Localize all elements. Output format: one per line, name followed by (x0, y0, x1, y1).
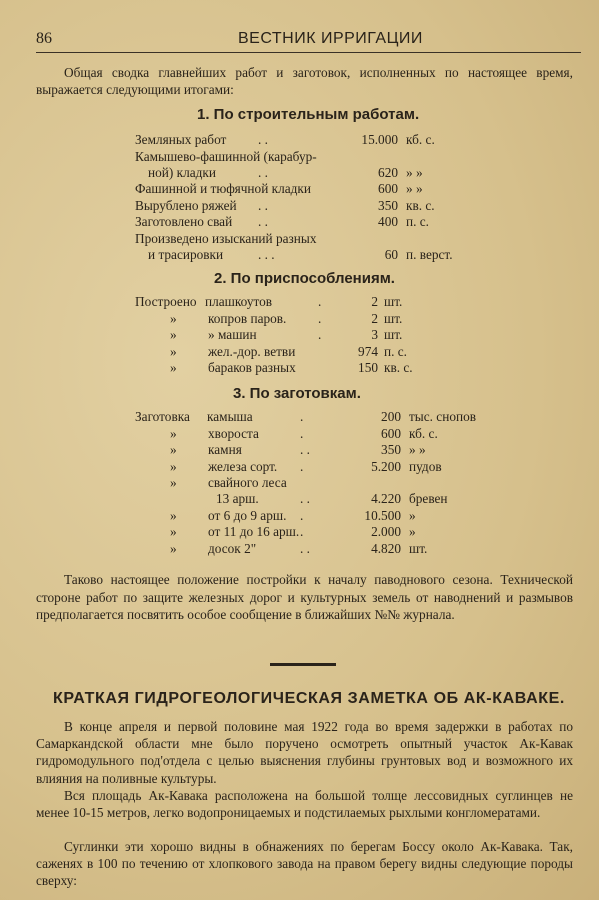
row-value: 350 (378, 198, 398, 213)
row-value: 5.200 (371, 459, 401, 474)
row-label: хвороста (208, 426, 259, 441)
row-dots: . . (258, 165, 268, 180)
row-value: 2 (371, 294, 378, 309)
row-dots: . . (258, 132, 268, 147)
row-label: от 6 до 9 арш. (208, 508, 287, 523)
row-label: и трасировки (148, 247, 224, 262)
row-value: 2.000 (371, 524, 401, 539)
row-dots: . (318, 294, 322, 309)
row-label: » машин (208, 327, 257, 342)
section3-title: 3. По заготовкам. (233, 385, 361, 402)
row-dots: . . (258, 214, 268, 229)
table-row (0, 180, 599, 197)
row-unit: кб. с. (406, 132, 435, 147)
row-unit: бревен (409, 491, 448, 506)
row-mark: » (170, 541, 177, 556)
section1-title: 1. По строительным работам. (197, 106, 420, 123)
row-label: свайного леса (208, 475, 287, 490)
row-value: 15.000 (361, 132, 398, 147)
table-row (0, 425, 599, 442)
row-label: плашкоутов (205, 294, 273, 309)
row-label: камня (208, 442, 242, 457)
row-mark: » (170, 426, 177, 441)
row-dots: . . (300, 442, 310, 457)
row-mark: » (170, 524, 177, 539)
row-mark: » (170, 311, 177, 326)
table-row (0, 326, 599, 343)
table-row (0, 441, 599, 458)
table-row (0, 164, 599, 181)
row-unit: кв. с. (384, 360, 413, 375)
article-paragraph: В конце апреля и первой половине мая 1922 года во время задержки в работах по Самаркандской области мне было поручено осмотреть опытный участок Ак-Кавак гидромодульного под'отдела с целью выяснения глубины грунтовых вод и возможного их влияния на поливные культуры. (36, 719, 573, 786)
row-value: 3 (371, 327, 378, 342)
table-row (0, 359, 599, 376)
row-label: от 11 до 16 арш. (208, 524, 300, 539)
table-row (0, 507, 599, 524)
row-unit: шт. (384, 311, 403, 326)
closing-paragraph: Таково настоящее положение постройки к началу паводнового сезона. Технической стороне работ по защите железных дорог и культурных земель от наводнений и размывов предполагается посвятить особое сообщение в ближайших №№ журнала. (36, 572, 573, 622)
row-unit: п. с. (384, 344, 407, 359)
row-value: 200 (381, 409, 401, 424)
row-label: бараков разных (208, 360, 296, 375)
row-unit: » (409, 524, 416, 539)
row-unit: п. с. (406, 214, 429, 229)
row-label: Вырублено ряжей (135, 198, 237, 213)
row-label: жел.-дор. ветви (208, 344, 296, 359)
row-mark: » (170, 442, 177, 457)
table-row (0, 131, 599, 148)
row-unit: » (409, 508, 416, 523)
section-divider (270, 663, 336, 666)
table-row (0, 230, 599, 247)
row-label: досок 2" (208, 541, 257, 556)
row-dots: . (300, 409, 304, 424)
row-unit: » » (406, 181, 423, 196)
header-rule (36, 52, 581, 53)
row-unit: шт. (409, 541, 428, 556)
row-unit: » » (409, 442, 426, 457)
row-unit: шт. (384, 327, 403, 342)
table-row (0, 523, 599, 540)
row-unit: кб. с. (409, 426, 438, 441)
page-number: 86 (36, 30, 52, 47)
row-mark: Заготовка (135, 409, 190, 424)
row-value: 600 (378, 181, 398, 196)
row-unit: п. верст. (406, 247, 453, 262)
row-value: 974 (358, 344, 378, 359)
table-row (0, 197, 599, 214)
row-label: Земляных работ (135, 132, 227, 147)
row-value: 60 (384, 247, 398, 262)
row-value: 350 (381, 442, 401, 457)
row-value: 2 (371, 311, 378, 326)
row-dots: . (300, 459, 304, 474)
row-mark: » (170, 327, 177, 342)
table-row (0, 148, 599, 165)
row-mark: » (170, 344, 177, 359)
row-label: Камышево-фашинной (карабур- (135, 149, 317, 164)
row-label: 13 арш. (216, 491, 259, 506)
row-value: 600 (381, 426, 401, 441)
row-unit: пудов (409, 459, 442, 474)
row-mark: Построено (135, 294, 197, 309)
article-paragraph: Суглинки эти хорошо видны в обнажениях по берегам Боссу около Ак-Кавака. Так, саженях в 100 по течению от хлопкового завода на правом берегу видны следующие породы сверху: (36, 839, 573, 889)
row-value: 400 (378, 214, 398, 229)
row-unit: » » (406, 165, 423, 180)
row-value: 4.820 (371, 541, 401, 556)
row-mark: » (170, 360, 177, 375)
row-label: Заготовлено свай (135, 214, 233, 229)
row-dots: . (318, 311, 322, 326)
table-row (0, 458, 599, 475)
row-label: камыша (207, 409, 253, 424)
row-value: 150 (358, 360, 378, 375)
table-row (0, 310, 599, 327)
row-label: Произведено изысканий разных (135, 231, 317, 246)
row-dots: . . (258, 198, 268, 213)
row-label: копров паров. (208, 311, 287, 326)
table-row (0, 408, 599, 425)
row-mark: » (170, 459, 177, 474)
row-dots: . (318, 327, 322, 342)
row-unit: шт. (384, 294, 403, 309)
row-unit: тыс. снопов (409, 409, 477, 424)
row-dots: . (300, 524, 304, 539)
row-value: 10.500 (364, 508, 401, 523)
article-paragraph: Вся площадь Ак-Кавака расположена на большой толще лессовидных суглинцев не менее 10-15 метров, легко водопроницаемых и подстилаемых рыхлыми конгломератами. (36, 788, 573, 821)
table-row (0, 246, 599, 263)
table-row (0, 293, 599, 310)
table-row (0, 490, 599, 507)
row-unit: кв. с. (406, 198, 435, 213)
table-row (0, 540, 599, 557)
row-dots: . (300, 426, 304, 441)
section2-title: 2. По приспособлениям. (214, 270, 395, 287)
row-value: 4.220 (371, 491, 401, 506)
row-dots: . . . (258, 247, 275, 262)
intro-paragraph: Общая сводка главнейших работ и заготовок, исполненных по настоящее время, выражается следующими итогами: (36, 65, 573, 98)
journal-title: ВЕСТНИК ИРРИГАЦИИ (238, 30, 423, 47)
table-row (0, 474, 599, 491)
row-value: 620 (378, 165, 398, 180)
row-mark: » (170, 508, 177, 523)
row-label: железа сорт. (208, 459, 278, 474)
row-mark: » (170, 475, 177, 490)
row-dots: . . (300, 491, 310, 506)
article-title: КРАТКАЯ ГИДРОГЕОЛОГИЧЕСКАЯ ЗАМЕТКА ОБ АК-КАВАКЕ. (53, 690, 565, 707)
row-dots: . (300, 508, 304, 523)
row-label: ной) кладки (148, 165, 216, 180)
row-dots: . . (300, 541, 310, 556)
table-row (0, 343, 599, 360)
row-label: Фашинной и тюфячной кладки (135, 181, 311, 196)
table-row (0, 213, 599, 230)
